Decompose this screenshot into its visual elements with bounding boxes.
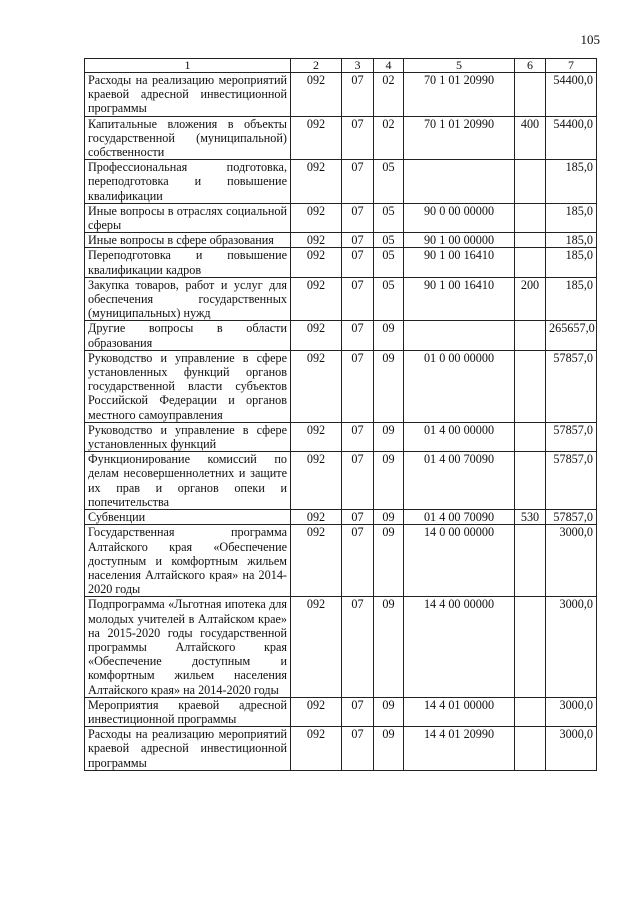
section-cell: 07 <box>342 277 374 321</box>
row-name-cell: Профессиональная подготовка, переподготовка и повышение квалификации <box>85 160 291 204</box>
expense-type-cell <box>515 727 546 771</box>
section-cell: 07 <box>342 73 374 117</box>
expense-type-cell <box>515 452 546 510</box>
target-article-cell <box>404 160 515 204</box>
target-article-cell: 14 4 01 20990 <box>404 727 515 771</box>
table-row <box>85 73 597 117</box>
row-name-cell: Другие вопросы в области образования <box>85 321 291 350</box>
target-article-cell: 90 0 00 00000 <box>404 203 515 232</box>
admin-code-cell: 092 <box>291 321 342 350</box>
amount-cell: 57857,0 <box>546 422 597 451</box>
amount-cell: 3000,0 <box>546 597 597 697</box>
section-cell: 07 <box>342 525 374 597</box>
subsection-cell: 02 <box>374 73 404 117</box>
subsection-cell: 02 <box>374 116 404 160</box>
expense-type-cell <box>515 597 546 697</box>
expense-type-cell <box>515 203 546 232</box>
subsection-cell: 09 <box>374 525 404 597</box>
table-row <box>85 321 597 350</box>
subsection-cell: 05 <box>374 233 404 248</box>
row-name-cell: Переподготовка и повышение квалификации кадров <box>85 248 291 277</box>
row-name-cell: Руководство и управление в сфере установленных функций органов государственной власти субъектов Российской Федерации и органов местного самоуправления <box>85 350 291 422</box>
amount-cell: 185,0 <box>546 248 597 277</box>
table-row <box>85 727 597 771</box>
subsection-cell: 09 <box>374 452 404 510</box>
row-name-cell: Закупка товаров, работ и услуг для обеспечения государственных (муниципальных) нужд <box>85 277 291 321</box>
subsection-cell: 09 <box>374 350 404 422</box>
admin-code-cell: 092 <box>291 160 342 204</box>
target-article-cell: 90 1 00 16410 <box>404 277 515 321</box>
subsection-cell: 09 <box>374 422 404 451</box>
subsection-cell: 09 <box>374 697 404 726</box>
row-name-cell: Мероприятия краевой адресной инвестиционной программы <box>85 697 291 726</box>
amount-cell: 54400,0 <box>546 73 597 117</box>
table-row <box>85 422 597 451</box>
target-article-cell: 90 1 00 00000 <box>404 233 515 248</box>
expense-type-cell: 200 <box>515 277 546 321</box>
table-row <box>85 203 597 232</box>
admin-code-cell: 092 <box>291 452 342 510</box>
section-cell: 07 <box>342 248 374 277</box>
column-header: 3 <box>342 59 374 73</box>
expense-type-cell <box>515 697 546 726</box>
section-cell: 07 <box>342 116 374 160</box>
table-body <box>85 73 597 771</box>
target-article-cell: 14 4 00 00000 <box>404 597 515 697</box>
admin-code-cell: 092 <box>291 422 342 451</box>
column-header: 5 <box>404 59 515 73</box>
section-cell: 07 <box>342 697 374 726</box>
admin-code-cell: 092 <box>291 116 342 160</box>
admin-code-cell: 092 <box>291 73 342 117</box>
admin-code-cell: 092 <box>291 597 342 697</box>
amount-cell: 57857,0 <box>546 510 597 525</box>
table-row <box>85 350 597 422</box>
target-article-cell: 01 0 00 00000 <box>404 350 515 422</box>
column-header: 7 <box>546 59 597 73</box>
target-article-cell: 01 4 00 70090 <box>404 510 515 525</box>
table-row <box>85 116 597 160</box>
table-row <box>85 697 597 726</box>
amount-cell: 54400,0 <box>546 116 597 160</box>
section-cell: 07 <box>342 203 374 232</box>
row-name-cell: Руководство и управление в сфере установленных функций <box>85 422 291 451</box>
section-cell: 07 <box>342 727 374 771</box>
amount-cell: 185,0 <box>546 277 597 321</box>
table-row <box>85 160 597 204</box>
expense-type-cell <box>515 525 546 597</box>
section-cell: 07 <box>342 233 374 248</box>
expense-type-cell <box>515 73 546 117</box>
admin-code-cell: 092 <box>291 510 342 525</box>
section-cell: 07 <box>342 350 374 422</box>
admin-code-cell: 092 <box>291 697 342 726</box>
admin-code-cell: 092 <box>291 203 342 232</box>
admin-code-cell: 092 <box>291 525 342 597</box>
column-header: 1 <box>85 59 291 73</box>
target-article-cell: 90 1 00 16410 <box>404 248 515 277</box>
table-row <box>85 452 597 510</box>
table-row <box>85 597 597 697</box>
admin-code-cell: 092 <box>291 727 342 771</box>
target-article-cell: 70 1 01 20990 <box>404 116 515 160</box>
expense-type-cell <box>515 422 546 451</box>
amount-cell: 57857,0 <box>546 350 597 422</box>
amount-cell: 3000,0 <box>546 525 597 597</box>
subsection-cell: 09 <box>374 727 404 771</box>
target-article-cell: 01 4 00 00000 <box>404 422 515 451</box>
target-article-cell: 14 0 00 00000 <box>404 525 515 597</box>
expense-type-cell: 400 <box>515 116 546 160</box>
column-number-row <box>85 59 597 73</box>
amount-cell: 185,0 <box>546 203 597 232</box>
target-article-cell <box>404 321 515 350</box>
target-article-cell: 70 1 01 20990 <box>404 73 515 117</box>
subsection-cell: 09 <box>374 597 404 697</box>
column-header: 6 <box>515 59 546 73</box>
row-name-cell: Расходы на реализацию мероприятий краевой адресной инвестиционной программы <box>85 73 291 117</box>
column-header: 2 <box>291 59 342 73</box>
amount-cell: 57857,0 <box>546 452 597 510</box>
subsection-cell: 09 <box>374 321 404 350</box>
page-number: 105 <box>580 32 600 47</box>
amount-cell: 185,0 <box>546 233 597 248</box>
row-name-cell: Государственная программа Алтайского края «Обеспечение доступным и комфортным жильем населения Алтайского края» на 2014-2020 годы <box>85 525 291 597</box>
column-header: 4 <box>374 59 404 73</box>
row-name-cell: Иные вопросы в сфере образования <box>85 233 291 248</box>
table-row <box>85 510 597 525</box>
table-row <box>85 233 597 248</box>
expense-type-cell <box>515 248 546 277</box>
table-row <box>85 248 597 277</box>
row-name-cell: Подпрограмма «Льготная ипотека для молодых учителей в Алтайском крае» на 2015-2020 годы государственной программы Алтайского края «Обеспечение доступным и комфортным жильем населения Алтайского края» на 2014-2020 годы <box>85 597 291 697</box>
expense-type-cell <box>515 321 546 350</box>
section-cell: 07 <box>342 510 374 525</box>
row-name-cell: Функционирование комиссий по делам несовершеннолетних и защите их прав и органов опеки и попечительства <box>85 452 291 510</box>
section-cell: 07 <box>342 452 374 510</box>
section-cell: 07 <box>342 321 374 350</box>
admin-code-cell: 092 <box>291 350 342 422</box>
row-name-cell: Расходы на реализацию мероприятий краевой адресной инвестиционной программы <box>85 727 291 771</box>
subsection-cell: 05 <box>374 248 404 277</box>
row-name-cell: Капитальные вложения в объекты государственной (муниципальной) собственности <box>85 116 291 160</box>
expense-type-cell: 530 <box>515 510 546 525</box>
amount-cell: 3000,0 <box>546 727 597 771</box>
row-name-cell: Субвенции <box>85 510 291 525</box>
amount-cell: 185,0 <box>546 160 597 204</box>
expense-type-cell <box>515 350 546 422</box>
table-row <box>85 525 597 597</box>
budget-table <box>84 58 597 771</box>
row-name-cell: Иные вопросы в отраслях социальной сферы <box>85 203 291 232</box>
subsection-cell: 09 <box>374 510 404 525</box>
amount-cell: 265657,0 <box>546 321 597 350</box>
expense-type-cell <box>515 233 546 248</box>
subsection-cell: 05 <box>374 160 404 204</box>
section-cell: 07 <box>342 597 374 697</box>
section-cell: 07 <box>342 422 374 451</box>
amount-cell: 3000,0 <box>546 697 597 726</box>
table-row <box>85 277 597 321</box>
subsection-cell: 05 <box>374 277 404 321</box>
section-cell: 07 <box>342 160 374 204</box>
admin-code-cell: 092 <box>291 248 342 277</box>
admin-code-cell: 092 <box>291 277 342 321</box>
target-article-cell: 14 4 01 00000 <box>404 697 515 726</box>
subsection-cell: 05 <box>374 203 404 232</box>
target-article-cell: 01 4 00 70090 <box>404 452 515 510</box>
expense-type-cell <box>515 160 546 204</box>
admin-code-cell: 092 <box>291 233 342 248</box>
